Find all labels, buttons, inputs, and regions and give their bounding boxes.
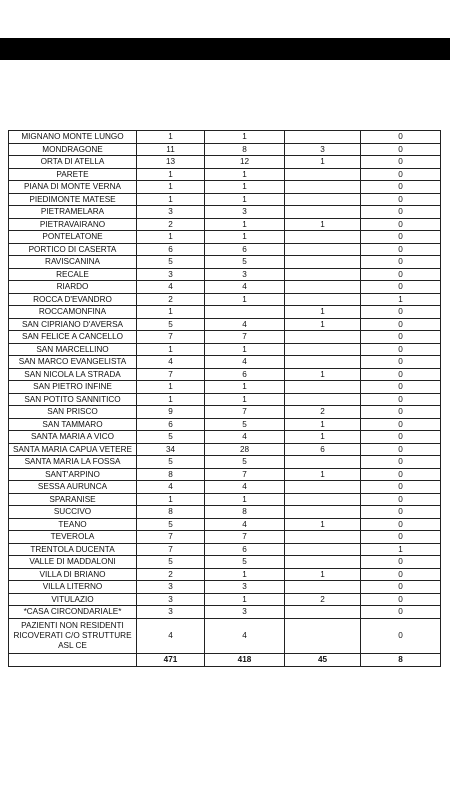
row-value-cell: 0: [361, 193, 441, 206]
row-value-cell: 1: [205, 568, 285, 581]
table-row: [9, 343, 441, 356]
row-value-cell: 1: [137, 193, 205, 206]
row-name-cell: ORTA DI ATELLA: [9, 156, 137, 169]
table-row: [9, 518, 441, 531]
row-name-cell: SUCCIVO: [9, 506, 137, 519]
row-value-cell: [285, 606, 361, 619]
row-value-cell: 1: [285, 156, 361, 169]
row-value-cell: 0: [361, 243, 441, 256]
table-row: [9, 293, 441, 306]
row-value-cell: 6: [205, 243, 285, 256]
row-value-cell: 0: [361, 306, 441, 319]
row-name-cell: ROCCA D'EVANDRO: [9, 293, 137, 306]
table-row: [9, 268, 441, 281]
row-value-cell: 1: [137, 343, 205, 356]
row-value-cell: 1: [205, 293, 285, 306]
row-value-cell: 3: [285, 143, 361, 156]
row-value-cell: 0: [361, 468, 441, 481]
row-name-cell: SANTA MARIA LA FOSSA: [9, 456, 137, 469]
row-value-cell: [285, 393, 361, 406]
table-row: [9, 218, 441, 231]
row-value-cell: 6: [137, 243, 205, 256]
row-name-cell: SAN TAMMARO: [9, 418, 137, 431]
row-value-cell: 3: [205, 268, 285, 281]
table-body: [9, 131, 441, 667]
row-value-cell: 7: [137, 531, 205, 544]
row-name-cell: SANTA MARIA A VICO: [9, 431, 137, 444]
row-name-cell: PIETRAVAIRANO: [9, 218, 137, 231]
table-row: [9, 193, 441, 206]
row-value-cell: 0: [361, 206, 441, 219]
row-value-cell: [285, 531, 361, 544]
row-value-cell: 5: [205, 418, 285, 431]
row-value-cell: 8: [205, 506, 285, 519]
row-value-cell: 1: [137, 181, 205, 194]
row-name-cell: MONDRAGONE: [9, 143, 137, 156]
row-value-cell: 7: [205, 406, 285, 419]
row-value-cell: 9: [137, 406, 205, 419]
row-value-cell: [285, 168, 361, 181]
row-value-cell: 0: [361, 593, 441, 606]
row-value-cell: 1: [205, 593, 285, 606]
row-value-cell: 2: [285, 593, 361, 606]
row-value-cell: [285, 281, 361, 294]
row-value-cell: [285, 331, 361, 344]
row-value-cell: 4: [205, 356, 285, 369]
row-value-cell: 0: [361, 406, 441, 419]
row-name-cell: SAN CIPRIANO D'AVERSA: [9, 318, 137, 331]
row-value-cell: [285, 506, 361, 519]
row-value-cell: [285, 356, 361, 369]
row-name-cell: PARETE: [9, 168, 137, 181]
row-value-cell: 1: [205, 218, 285, 231]
row-value-cell: 0: [361, 168, 441, 181]
row-value-cell: 5: [137, 431, 205, 444]
table-row: [9, 168, 441, 181]
row-value-cell: [285, 256, 361, 269]
row-value-cell: 5: [137, 556, 205, 569]
row-value-cell: 4: [137, 618, 205, 653]
row-value-cell: 0: [361, 356, 441, 369]
row-value-cell: 7: [205, 468, 285, 481]
row-value-cell: 7: [137, 543, 205, 556]
row-value-cell: [285, 493, 361, 506]
row-value-cell: 0: [361, 131, 441, 144]
row-value-cell: 2: [137, 568, 205, 581]
row-value-cell: 0: [361, 481, 441, 494]
row-value-cell: [285, 206, 361, 219]
row-value-cell: 4: [137, 481, 205, 494]
table-row: [9, 381, 441, 394]
row-value-cell: 4: [205, 281, 285, 294]
row-value-cell: 0: [361, 143, 441, 156]
row-value-cell: 0: [361, 568, 441, 581]
row-value-cell: 0: [361, 581, 441, 594]
table-row: [9, 481, 441, 494]
row-value-cell: [285, 131, 361, 144]
row-value-cell: 7: [137, 368, 205, 381]
row-value-cell: 3: [205, 581, 285, 594]
row-value-cell: 7: [205, 331, 285, 344]
row-value-cell: 0: [361, 493, 441, 506]
table-row: [9, 231, 441, 244]
row-value-cell: 6: [285, 443, 361, 456]
row-value-cell: 1: [205, 193, 285, 206]
table-row: [9, 131, 441, 144]
row-value-cell: 1: [361, 543, 441, 556]
row-value-cell: 3: [137, 593, 205, 606]
total-cell: 471: [137, 653, 205, 666]
row-value-cell: [285, 231, 361, 244]
data-table: [8, 130, 441, 667]
table-row: [9, 306, 441, 319]
row-name-cell: SAN MARCO EVANGELISTA: [9, 356, 137, 369]
row-value-cell: 0: [361, 531, 441, 544]
table-row: [9, 143, 441, 156]
table-row: [9, 543, 441, 556]
row-value-cell: 3: [137, 268, 205, 281]
table-row: [9, 206, 441, 219]
row-name-cell: ROCCAMONFINA: [9, 306, 137, 319]
table-row: [9, 443, 441, 456]
table-row: [9, 331, 441, 344]
row-value-cell: 0: [361, 618, 441, 653]
row-value-cell: 0: [361, 331, 441, 344]
row-value-cell: 6: [205, 543, 285, 556]
table-row: [9, 393, 441, 406]
row-value-cell: 5: [205, 456, 285, 469]
row-name-cell: *CASA CIRCONDARIALE*: [9, 606, 137, 619]
table-row: [9, 318, 441, 331]
row-name-cell: SAN FELICE A CANCELLO: [9, 331, 137, 344]
row-value-cell: [285, 193, 361, 206]
row-value-cell: 0: [361, 518, 441, 531]
row-name-cell: VITULAZIO: [9, 593, 137, 606]
row-value-cell: [205, 306, 285, 319]
table-row: [9, 243, 441, 256]
row-value-cell: 0: [361, 556, 441, 569]
table-row: [9, 593, 441, 606]
row-value-cell: 0: [361, 381, 441, 394]
row-value-cell: 5: [137, 518, 205, 531]
row-value-cell: 1: [137, 381, 205, 394]
row-value-cell: 3: [205, 606, 285, 619]
row-value-cell: 1: [285, 306, 361, 319]
row-value-cell: 5: [137, 256, 205, 269]
row-value-cell: 0: [361, 368, 441, 381]
row-value-cell: [285, 556, 361, 569]
row-value-cell: 6: [205, 368, 285, 381]
row-value-cell: 1: [205, 168, 285, 181]
row-value-cell: 0: [361, 456, 441, 469]
row-value-cell: 0: [361, 606, 441, 619]
row-value-cell: [285, 181, 361, 194]
row-value-cell: 1: [205, 393, 285, 406]
row-value-cell: 1: [361, 293, 441, 306]
row-value-cell: 1: [137, 393, 205, 406]
row-name-cell: VILLA DI BRIANO: [9, 568, 137, 581]
row-value-cell: 5: [205, 256, 285, 269]
row-value-cell: 5: [137, 456, 205, 469]
row-value-cell: 4: [205, 431, 285, 444]
row-value-cell: 1: [205, 231, 285, 244]
table-row: [9, 156, 441, 169]
row-value-cell: 0: [361, 218, 441, 231]
row-value-cell: 0: [361, 343, 441, 356]
row-value-cell: 0: [361, 256, 441, 269]
row-value-cell: 1: [205, 381, 285, 394]
row-name-cell: PIANA DI MONTE VERNA: [9, 181, 137, 194]
row-value-cell: 8: [205, 143, 285, 156]
row-name-cell: SAN POTITO SANNITICO: [9, 393, 137, 406]
table-row: [9, 456, 441, 469]
total-cell: 45: [285, 653, 361, 666]
row-value-cell: 1: [285, 318, 361, 331]
row-value-cell: 2: [137, 293, 205, 306]
table-row: [9, 618, 441, 653]
row-value-cell: [285, 243, 361, 256]
table-row: [9, 406, 441, 419]
row-value-cell: 1: [137, 131, 205, 144]
table-row: [9, 468, 441, 481]
table-row: [9, 506, 441, 519]
row-name-cell: SAN PRISCO: [9, 406, 137, 419]
table-row: [9, 181, 441, 194]
row-value-cell: 1: [205, 131, 285, 144]
row-name-cell: SPARANISE: [9, 493, 137, 506]
row-name-cell: RAVISCANINA: [9, 256, 137, 269]
row-value-cell: 3: [137, 606, 205, 619]
row-value-cell: [285, 268, 361, 281]
row-value-cell: 1: [137, 493, 205, 506]
row-value-cell: 12: [205, 156, 285, 169]
table-row: [9, 431, 441, 444]
row-value-cell: 4: [205, 318, 285, 331]
row-value-cell: 6: [137, 418, 205, 431]
row-name-cell: MIGNANO MONTE LUNGO: [9, 131, 137, 144]
row-value-cell: 4: [205, 618, 285, 653]
row-value-cell: 0: [361, 431, 441, 444]
row-value-cell: 4: [137, 356, 205, 369]
row-value-cell: 5: [205, 556, 285, 569]
table-row: [9, 606, 441, 619]
row-value-cell: 8: [137, 506, 205, 519]
row-name-cell: TRENTOLA DUCENTA: [9, 543, 137, 556]
row-value-cell: 1: [205, 493, 285, 506]
row-name-cell: PIETRAMELARA: [9, 206, 137, 219]
table-row: [9, 418, 441, 431]
row-name-cell: PONTELATONE: [9, 231, 137, 244]
row-value-cell: 7: [137, 331, 205, 344]
row-name-cell: PIEDIMONTE MATESE: [9, 193, 137, 206]
row-value-cell: 3: [137, 206, 205, 219]
row-value-cell: 4: [205, 481, 285, 494]
row-value-cell: 0: [361, 281, 441, 294]
row-value-cell: 1: [285, 368, 361, 381]
row-value-cell: [285, 293, 361, 306]
table-row: [9, 281, 441, 294]
table-row: [9, 356, 441, 369]
row-value-cell: 1: [285, 518, 361, 531]
row-name-cell: RECALE: [9, 268, 137, 281]
total-cell: 418: [205, 653, 285, 666]
row-value-cell: 1: [137, 306, 205, 319]
table-row: [9, 256, 441, 269]
row-value-cell: 0: [361, 418, 441, 431]
row-value-cell: 1: [137, 168, 205, 181]
row-value-cell: 0: [361, 318, 441, 331]
totals-row: [9, 653, 441, 666]
row-value-cell: 0: [361, 506, 441, 519]
row-name-cell: SAN PIETRO INFINE: [9, 381, 137, 394]
row-value-cell: 3: [205, 206, 285, 219]
row-value-cell: 4: [205, 518, 285, 531]
row-value-cell: 1: [285, 431, 361, 444]
row-value-cell: 28: [205, 443, 285, 456]
total-cell: 8: [361, 653, 441, 666]
row-value-cell: [285, 481, 361, 494]
row-value-cell: 1: [285, 418, 361, 431]
row-value-cell: 1: [285, 468, 361, 481]
row-value-cell: 0: [361, 393, 441, 406]
row-value-cell: 34: [137, 443, 205, 456]
table-row: [9, 531, 441, 544]
top-bar: [0, 38, 450, 60]
row-name-cell: PORTICO DI CASERTA: [9, 243, 137, 256]
row-value-cell: 1: [205, 181, 285, 194]
table-row: [9, 581, 441, 594]
row-value-cell: 1: [285, 568, 361, 581]
row-name-cell: SANT'ARPINO: [9, 468, 137, 481]
row-value-cell: [285, 581, 361, 594]
total-cell: [9, 653, 137, 666]
row-value-cell: 8: [137, 468, 205, 481]
row-name-cell: VILLA LITERNO: [9, 581, 137, 594]
row-name-cell: VALLE DI MADDALONI: [9, 556, 137, 569]
row-value-cell: 7: [205, 531, 285, 544]
row-value-cell: 4: [137, 281, 205, 294]
row-name-cell: PAZIENTI NON RESIDENTI RICOVERATI C/O STRUTTURE ASL CE: [9, 618, 137, 653]
row-value-cell: 2: [285, 406, 361, 419]
row-value-cell: 1: [137, 231, 205, 244]
row-value-cell: [285, 456, 361, 469]
table-row: [9, 493, 441, 506]
row-value-cell: 1: [285, 218, 361, 231]
row-value-cell: 1: [205, 343, 285, 356]
table-row: [9, 556, 441, 569]
row-name-cell: SAN MARCELLINO: [9, 343, 137, 356]
row-value-cell: [285, 618, 361, 653]
row-value-cell: 0: [361, 443, 441, 456]
row-value-cell: [285, 381, 361, 394]
row-name-cell: SANTA MARIA CAPUA VETERE: [9, 443, 137, 456]
row-value-cell: [285, 343, 361, 356]
row-value-cell: 13: [137, 156, 205, 169]
row-value-cell: 0: [361, 156, 441, 169]
row-name-cell: TEANO: [9, 518, 137, 531]
row-value-cell: 5: [137, 318, 205, 331]
row-value-cell: 2: [137, 218, 205, 231]
row-value-cell: 0: [361, 268, 441, 281]
row-value-cell: 11: [137, 143, 205, 156]
row-name-cell: TEVEROLA: [9, 531, 137, 544]
row-name-cell: SAN NICOLA LA STRADA: [9, 368, 137, 381]
table-row: [9, 368, 441, 381]
row-value-cell: 0: [361, 181, 441, 194]
row-value-cell: [285, 543, 361, 556]
row-value-cell: 0: [361, 231, 441, 244]
table-row: [9, 568, 441, 581]
row-name-cell: RIARDO: [9, 281, 137, 294]
row-value-cell: 3: [137, 581, 205, 594]
row-name-cell: SESSA AURUNCA: [9, 481, 137, 494]
